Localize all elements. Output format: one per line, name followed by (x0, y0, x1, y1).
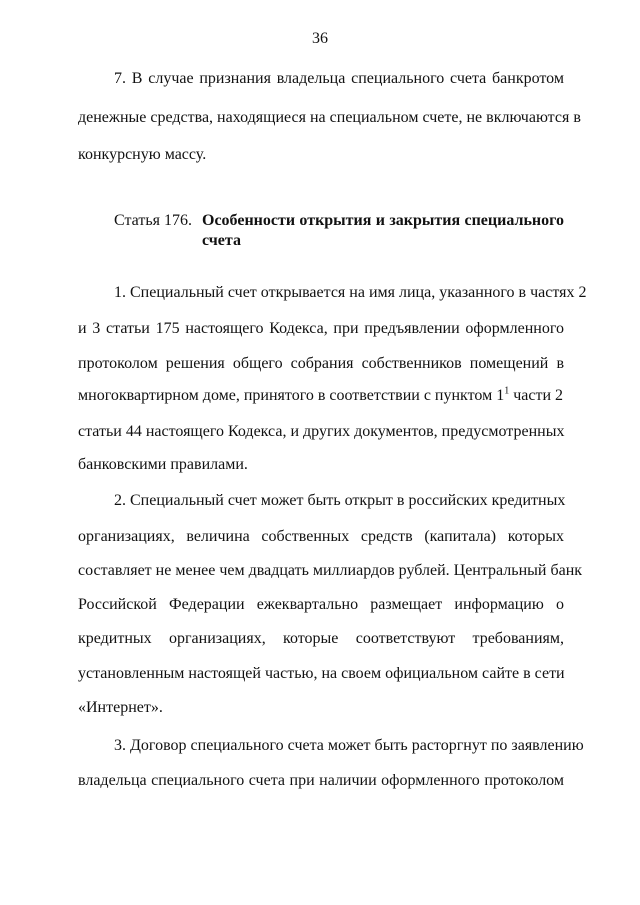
paragraph-7-line-1: 7. В случае признания владельца специального счета банкротом (114, 70, 564, 87)
paragraph-2-line-1: 2. Специальный счет может быть открыт в российских кредитных (114, 492, 566, 509)
paragraph-2-line-5: кредитных организациях, которые соответствуют требованиям, (78, 630, 564, 647)
paragraph-7-line-3: конкурсную массу. (78, 146, 207, 163)
article-title-line-2: счета (202, 232, 241, 249)
paragraph-3-line-1: 3. Договор специального счета может быть расторгнут по заявлению (114, 737, 584, 754)
paragraph-1-line-4-end: части 2 (509, 387, 564, 404)
paragraph-2-line-7: «Интернет». (78, 699, 163, 716)
footnote-superscript: 1 (504, 385, 510, 397)
paragraph-2-line-6: установленным настоящей частью, на своем официальном сайте в сети (78, 665, 565, 682)
paragraph-1-line-4-text: многоквартирном доме, принятого в соответствии с пунктом 1 (78, 387, 505, 404)
paragraph-2-line-4: Российской Федерации ежеквартально размещает информацию о (78, 596, 564, 613)
paragraph-1-line-6: банковскими правилами. (78, 456, 248, 473)
page-number: 36 (312, 30, 328, 47)
paragraph-1-line-3: протоколом решения общего собрания собственников помещений в (78, 355, 564, 372)
paragraph-1-line-1: 1. Специальный счет открывается на имя лица, указанного в частях 2 (114, 284, 587, 301)
paragraph-2-line-2: организациях, величина собственных средств (капитала) которых (78, 528, 564, 545)
paragraph-1-line-2: и 3 статьи 175 настоящего Кодекса, при предъявлении оформленного (78, 320, 564, 337)
paragraph-3-line-2: владельца специального счета при наличии оформленного протоколом (78, 772, 564, 789)
paragraph-2-line-3: составляет не менее чем двадцать миллиардов рублей. Центральный банк (78, 562, 583, 579)
article-title-line-1: Особенности открытия и закрытия специального (202, 212, 564, 229)
paragraph-1-line-4 (78, 386, 564, 406)
paragraph-7-line-2: денежные средства, находящиеся на специальном счете, не включаются в (78, 109, 581, 126)
article-number: Статья 176. (114, 212, 192, 229)
paragraph-1-line-5: статьи 44 настоящего Кодекса, и других документов, предусмотренных (78, 423, 565, 440)
